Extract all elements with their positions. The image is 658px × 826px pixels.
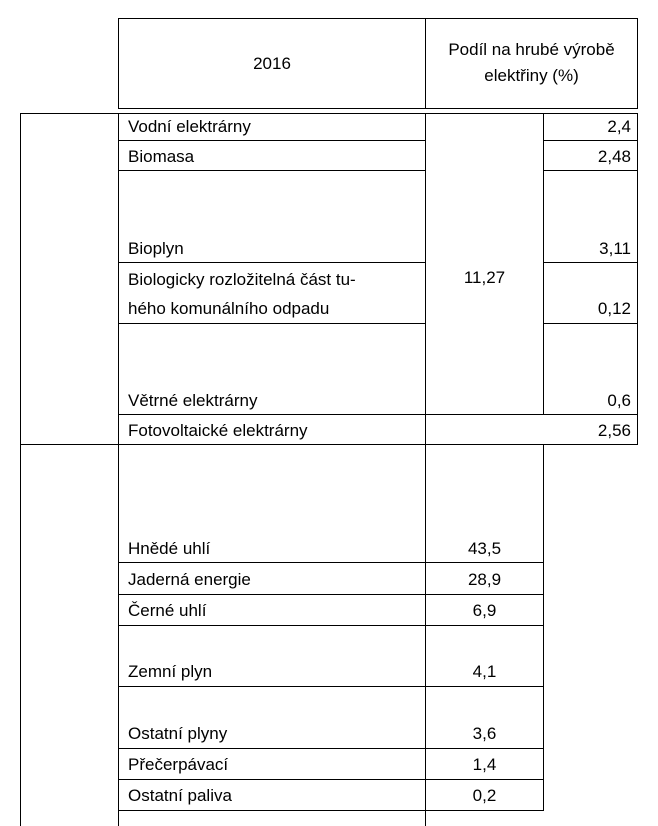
row-value-wind: 0,6 <box>607 391 631 410</box>
row-value-brown-coal: 43,5 <box>467 539 502 558</box>
row-value-black-coal: 6,9 <box>472 601 497 620</box>
header-year: 2016 <box>253 54 291 73</box>
row-label-photovoltaic: Fotovoltaické elektrárny <box>128 421 308 440</box>
row-label-pumped-storage: Přečerpávací <box>128 755 229 774</box>
row-value-photovoltaic: 2,56 <box>597 421 631 440</box>
row-label-nuclear: Jaderná energie <box>128 570 251 589</box>
row-label-biodegradable-line2: hého komunálního odpadu <box>128 299 330 318</box>
row-label-other-fuels: Ostatní paliva <box>128 786 232 805</box>
row-value-hydro: 2,4 <box>607 117 631 136</box>
row-label-other-gases: Ostatní plyny <box>128 724 228 743</box>
row-value-biogas: 3,11 <box>599 239 631 258</box>
row-label-biogas: Bioplyn <box>128 239 184 258</box>
row-label-wind: Větrné elektrárny <box>128 391 258 410</box>
row-label-biodegradable-line1: Biologicky rozložitelná část tu- <box>128 270 356 289</box>
row-value-other-gases: 3,6 <box>472 724 497 743</box>
row-value-biomass: 2,48 <box>597 147 631 166</box>
header-share-line1: Podíl na hrubé výrobě <box>448 40 615 59</box>
row-value-pumped-storage: 1,4 <box>472 755 497 774</box>
row-label-natural-gas: Zemní plyn <box>128 662 213 681</box>
row-label-brown-coal: Hnědé uhlí <box>128 539 211 558</box>
header-share-line2: elektřiny (%) <box>484 66 579 85</box>
row-value-biodegradable: 0,12 <box>597 299 631 318</box>
renewables-total: 11,27 <box>463 268 506 287</box>
row-value-nuclear: 28,9 <box>467 570 502 589</box>
row-label-hydro: Vodní elektrárny <box>128 117 251 136</box>
row-value-natural-gas: 4,1 <box>472 662 497 681</box>
row-label-black-coal: Černé uhlí <box>128 601 207 620</box>
row-value-other-fuels: 0,2 <box>472 786 497 805</box>
row-label-biomass: Biomasa <box>128 147 195 166</box>
